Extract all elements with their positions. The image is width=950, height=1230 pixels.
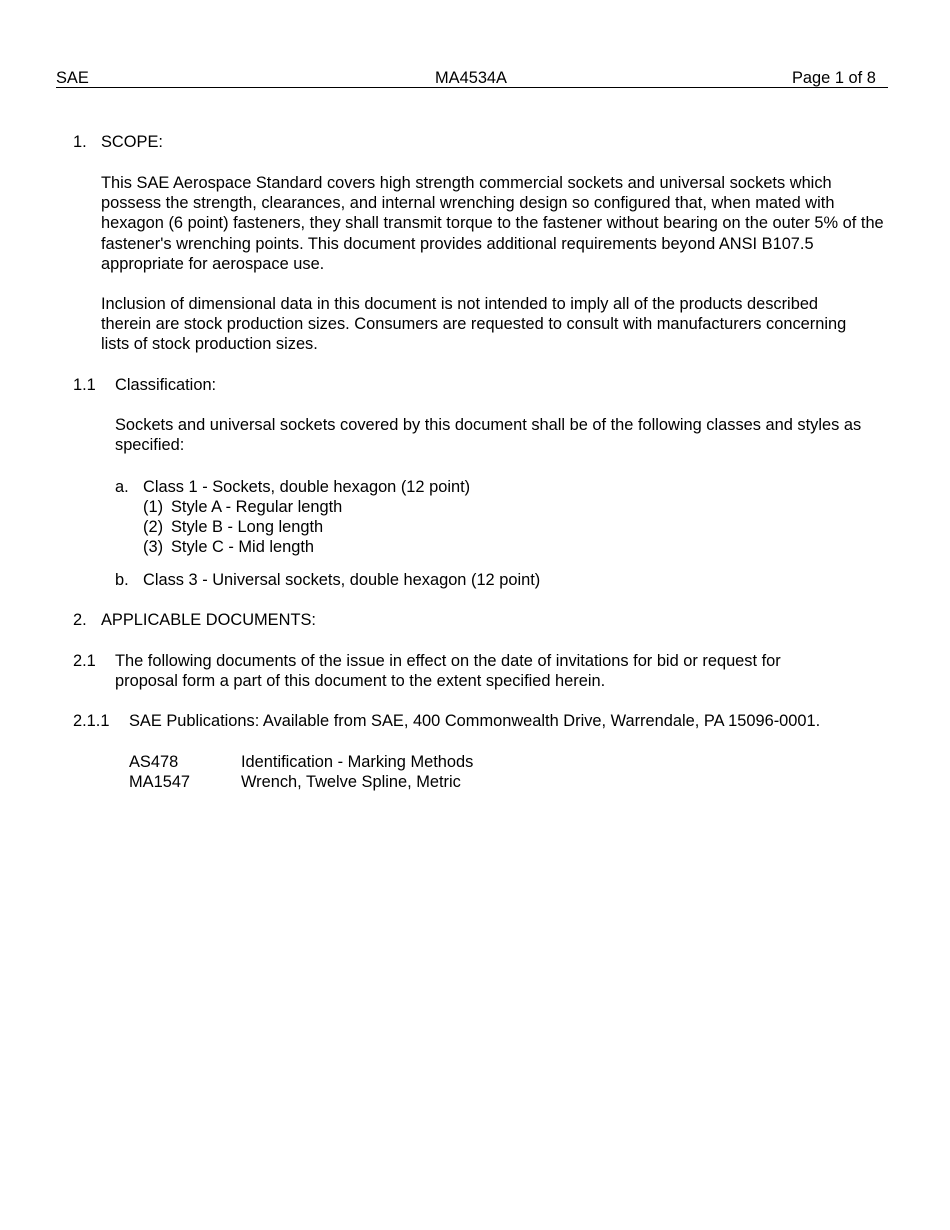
reference-code: AS478 [129, 753, 179, 771]
section-2-1-1-number: 2.1.1 [73, 712, 110, 730]
section-1-number: 1. [73, 133, 87, 151]
style-item: Style B - Long length [171, 518, 324, 536]
header-org: SAE [56, 69, 89, 87]
class-b-marker: b. [115, 571, 129, 589]
section-2-1-text: The following documents of the issue in effect on the date of invitations for bid or request for proposal form a part of this document to the extent specified herein. [115, 652, 781, 691]
scope-paragraph-1: This SAE Aerospace Standard covers high strength commercial sockets and universal sockets which possess the strength, clearances, and internal wrenching design so configured that, when mated with hexagon (6 point) fasteners, they shall transmit torque to the fastener without bearing on the outer 5% of the fastener's wrenching points. This document provides additional requirements beyond ANSI B107.5 appropriate for aerospace use. [101, 174, 884, 273]
section-1-1-number: 1.1 [73, 376, 96, 394]
class-a-marker: a. [115, 478, 129, 496]
header-doc-number: MA4534A [435, 69, 507, 87]
header-rule [56, 87, 888, 88]
class-a-text: Class 1 - Sockets, double hexagon (12 point) [143, 478, 471, 496]
section-2-1-1-text: SAE Publications: Available from SAE, 400 Commonwealth Drive, Warrendale, PA 15096-0001. [129, 712, 821, 730]
section-2-number: 2. [73, 611, 87, 629]
header-page-number: Page 1 of 8 [792, 69, 876, 87]
style-marker: (3) [143, 538, 164, 556]
section-2-title: APPLICABLE DOCUMENTS: [101, 611, 316, 629]
scope-paragraph-2: Inclusion of dimensional data in this document is not intended to imply all of the products described therein are stock production sizes. Consumers are requested to consult with manufacturers concerning lists of stock production sizes. [101, 295, 847, 354]
reference-code: MA1547 [129, 773, 191, 791]
class-b-text: Class 3 - Universal sockets, double hexagon (12 point) [143, 571, 541, 589]
style-marker: (2) [143, 518, 164, 536]
style-item: Style C - Mid length [171, 538, 315, 556]
section-2-1-number: 2.1 [73, 652, 96, 670]
classification-intro: Sockets and universal sockets covered by this document shall be of the following classes and styles as specified: [115, 416, 862, 455]
reference-title: Wrench, Twelve Spline, Metric [241, 773, 461, 791]
reference-title: Identification - Marking Methods [241, 753, 474, 771]
section-1-title: SCOPE: [101, 133, 163, 151]
section-1-1-title: Classification: [115, 376, 217, 394]
style-marker: (1) [143, 498, 164, 516]
style-item: Style A - Regular length [171, 498, 343, 516]
